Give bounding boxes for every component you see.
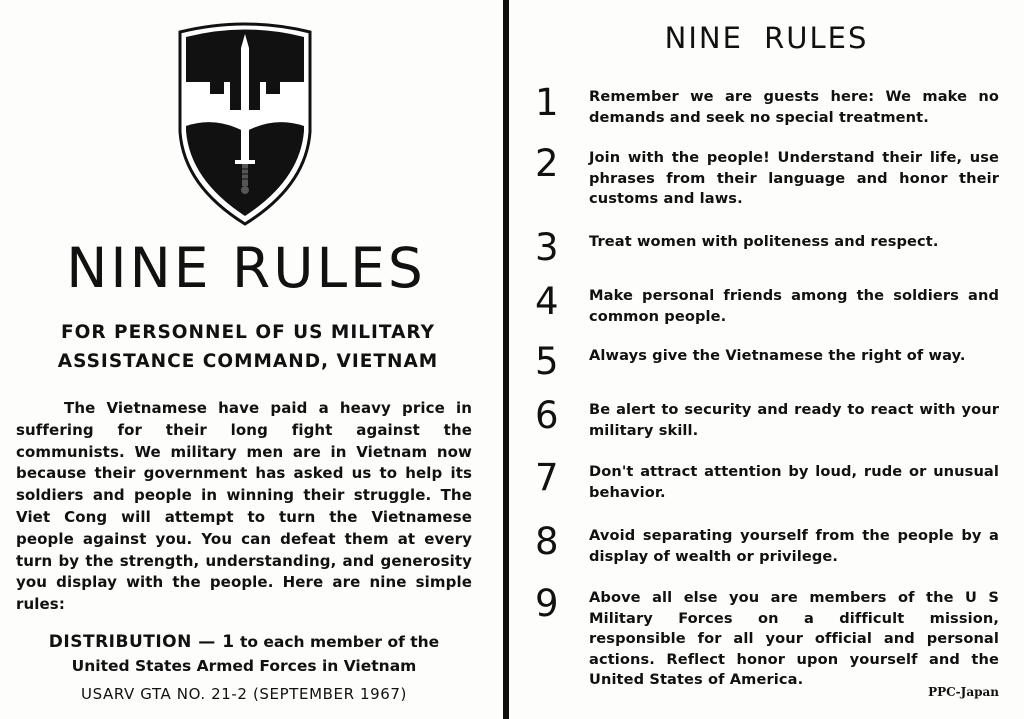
rule-text: Join with the people! Understand their life, use phrases from their language and honor their customs and laws. (589, 149, 999, 207)
right-panel (509, 0, 1024, 719)
distribution-rest: to each member of the (239, 633, 440, 651)
rule-text: Always give the Vietnamese the right of way. (589, 347, 966, 364)
subtitle-line-1: FOR PERSONNEL OF US MILITARY (60, 322, 436, 343)
printer-credit: PPC-Japan (928, 685, 999, 699)
rule-text: Make personal friends among the soldiers and common people. (589, 287, 999, 325)
distribution-note (16, 630, 472, 678)
rule-number: 8 (535, 520, 559, 563)
rule-text: Avoid separating yourself from the people by a display of wealth or privilege. (589, 527, 999, 565)
rule-number: 2 (535, 142, 559, 185)
subtitle-line-2: ASSISTANCE COMMAND, VIETNAM (57, 351, 439, 372)
rule-number: 1 (535, 81, 559, 124)
intro-paragraph: The Vietnamese have paid a heavy price in suffering for their long fight against the communists. We military men are in Vietnam now because their government has asked us to help its soldiers and people in winning their struggle. The Viet Cong will attempt to turn the Vietnamese people against you. You can defeat them at every turn by the strength, understanding, and generosity you display with the people. Here are nine simple rules: (16, 399, 472, 614)
rule-text: Treat women with politeness and respect. (589, 233, 939, 250)
rule-text: Don't attract attention by loud, rude or unusual behavior. (589, 463, 999, 501)
rule-number: 7 (535, 456, 559, 499)
rule-number: 6 (535, 394, 559, 437)
distribution-line-1 (16, 630, 472, 654)
rule-text: Above all else you are members of the U S Military Forces on a difficult mission, responsible for all your official and personal actions. Reflect honor upon yourself and the United States of America. (589, 589, 999, 688)
rules-title: NINE RULES (664, 21, 869, 55)
rule-number: 3 (535, 226, 559, 269)
rule-text: Remember we are guests here: We make no demands and seek no special treatment. (589, 88, 999, 126)
macv-shield-sword-emblem-icon (174, 14, 316, 228)
subtitle (14, 318, 482, 376)
rule-number: 4 (535, 280, 559, 323)
rule-text: Be alert to security and ready to react with your military skill. (589, 401, 999, 439)
left-panel (0, 0, 503, 719)
form-identifier: USARV GTA NO. 21-2 (SEPTEMBER 1967) (80, 685, 408, 703)
main-title: NINE RULES (66, 236, 426, 300)
rule-number: 5 (535, 340, 559, 383)
distribution-line-2: United States Armed Forces in Vietnam (71, 657, 417, 675)
rule-number: 9 (535, 582, 559, 625)
distribution-lead: DISTRIBUTION — 1 (48, 632, 235, 652)
